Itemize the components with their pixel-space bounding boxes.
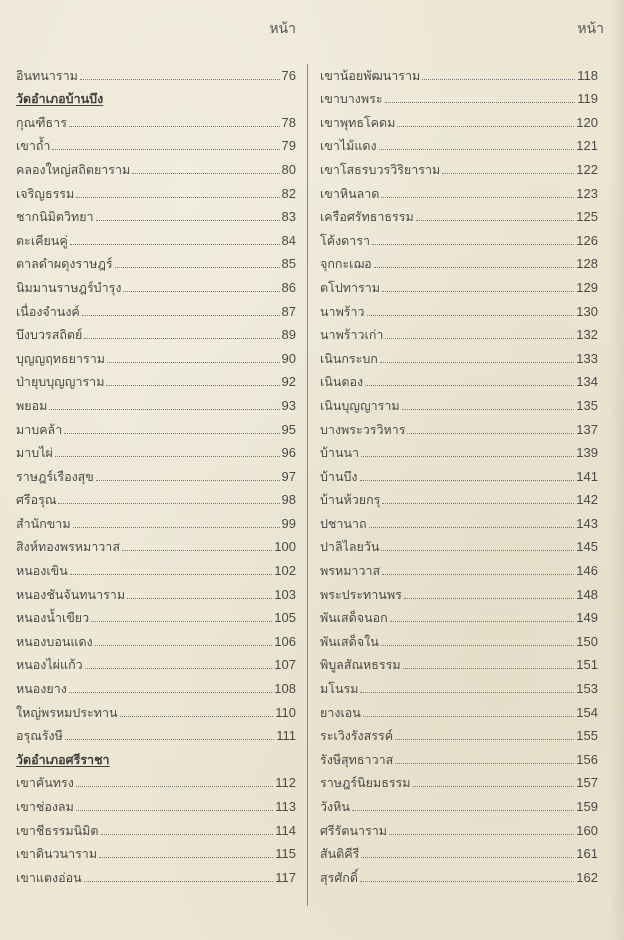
toc-entry [320, 343, 598, 367]
toc-list-left [16, 60, 296, 886]
entry-label: ใหญ่พรหมประทาน [16, 704, 118, 720]
dot-leader [381, 197, 574, 198]
page-number: 151 [576, 657, 598, 673]
toc-entry [320, 438, 598, 462]
toc-entry [16, 697, 296, 721]
dot-leader [380, 362, 574, 363]
page-number: 121 [576, 138, 598, 154]
toc-entry [16, 390, 296, 414]
dot-leader [76, 197, 279, 198]
entry-label: อินทนาราม [16, 67, 78, 83]
entry-label: กุณฑีธาร [16, 114, 67, 130]
toc-entry [320, 154, 598, 178]
entry-label: ตะเคียนคู่ [16, 232, 68, 248]
entry-label: ศรีอรุณ [16, 492, 57, 508]
dot-leader [360, 692, 574, 693]
toc-entry [16, 438, 296, 462]
entry-label: ชากนิมิตวิทยา [16, 209, 94, 225]
entry-label: นาพร้าวเก่า [320, 327, 384, 343]
dot-leader [106, 385, 279, 386]
page-number: 80 [281, 161, 296, 177]
page-number: 98 [281, 492, 296, 508]
toc-entry [320, 532, 598, 556]
page-number: 113 [275, 799, 296, 814]
entry-label: สันติคีรี [320, 846, 360, 862]
page-number: 132 [576, 327, 598, 343]
page-number: 160 [576, 822, 598, 838]
dot-leader [385, 338, 574, 339]
entry-label: หนองเขิน [16, 563, 68, 579]
page-number: 137 [576, 421, 598, 437]
entry-label: วังหิน [320, 799, 350, 814]
entry-label: พรหมาวาส [320, 563, 381, 579]
page-number: 87 [281, 303, 296, 319]
page-number: 117 [275, 869, 296, 885]
page-number: 111 [276, 728, 296, 744]
entry-label: มโนรม [320, 681, 359, 697]
page-number: 149 [576, 610, 598, 626]
toc-entry [320, 225, 598, 249]
toc-entry [16, 721, 296, 745]
entry-label: มาบไผ่ [16, 445, 53, 461]
page-number: 93 [281, 397, 296, 413]
toc-entry [16, 320, 296, 344]
page-number: 123 [576, 185, 598, 201]
dot-leader [69, 126, 280, 127]
toc-entry [320, 508, 598, 532]
entry-label: บ้านนา [320, 445, 360, 461]
dot-leader [70, 574, 273, 575]
dot-leader [132, 173, 279, 174]
toc-entry [16, 673, 296, 697]
dot-leader [82, 315, 280, 316]
toc-entry [320, 390, 598, 414]
page-number: 129 [576, 279, 598, 295]
page-edge-shadow [610, 0, 624, 940]
dot-leader [123, 291, 279, 292]
toc-entry [16, 555, 296, 579]
page-number: 135 [576, 397, 598, 413]
entry-label: ปชานาถ [320, 515, 367, 531]
page-number: 95 [281, 421, 296, 437]
entry-label: เขาถ้ำ [16, 138, 51, 154]
toc-entry [320, 131, 598, 155]
page-number: 84 [281, 232, 296, 248]
dot-leader [107, 362, 280, 363]
page-number: 90 [281, 350, 296, 366]
toc-entry [320, 461, 598, 485]
page-number: 159 [576, 799, 598, 814]
entry-label: สิงห์ทองพรหมาวาส [16, 539, 120, 555]
entry-label: ราษฎร์นิยมธรรม [320, 775, 411, 791]
entry-label: บึงบวรสถิตย์ [16, 327, 83, 343]
entry-label: อรุณรังษี [16, 728, 63, 744]
page-number: 78 [281, 114, 296, 130]
dot-leader [122, 550, 272, 551]
toc-entry [16, 815, 296, 839]
entry-label: พันเสด็จใน [320, 633, 379, 649]
entry-label: มาบคล้า [16, 421, 63, 437]
page-number: 82 [281, 185, 296, 201]
page-number: 128 [576, 256, 598, 272]
entry-label: เจริญธรรม [16, 185, 75, 201]
dot-leader [95, 645, 273, 646]
dot-leader [407, 433, 574, 434]
entry-label: หนองยาง [16, 681, 67, 697]
dot-leader [64, 433, 279, 434]
toc-entry [320, 107, 598, 131]
toc-entry [16, 178, 296, 202]
page-number: 126 [576, 232, 598, 248]
page-number: 143 [576, 515, 598, 531]
entry-label: เขาน้อยพัฒนาราม [320, 67, 421, 83]
dot-leader [76, 810, 273, 811]
entry-label: หนองบอนแดง [16, 633, 93, 649]
page-number: 157 [576, 775, 598, 791]
entry-label: นิมมานราษฎร์บำรุง [16, 279, 122, 295]
page-number: 92 [281, 374, 296, 390]
dot-leader [80, 79, 280, 80]
section-heading [16, 84, 296, 108]
entry-label: ป่ายุบบุญญาราม [16, 374, 105, 390]
page-number: 89 [281, 327, 296, 343]
entry-label: เนินตอง [320, 374, 364, 390]
dot-leader [84, 881, 274, 882]
dot-leader [397, 126, 574, 127]
toc-entry [320, 791, 598, 815]
page-number: 76 [281, 67, 296, 83]
toc-entry [16, 485, 296, 509]
entry-label: ราษฎร์เรืองสุข [16, 468, 94, 484]
dot-leader [361, 456, 574, 457]
entry-label: สำนักขาม [16, 515, 71, 531]
toc-entry [16, 202, 296, 226]
entry-label: พิบูลสัณหธรรม [320, 657, 401, 673]
page-number: 115 [275, 846, 296, 862]
page-number: 133 [576, 350, 598, 366]
page-number: 110 [275, 704, 296, 720]
toc-entry [320, 697, 598, 721]
dot-leader [372, 244, 574, 245]
dot-leader [120, 716, 274, 717]
toc-entry [320, 673, 598, 697]
toc-entry [320, 60, 598, 84]
dot-leader [73, 527, 280, 528]
entry-label: สุรศักดิ์ [320, 869, 358, 885]
dot-leader [404, 598, 575, 599]
page-number: 83 [281, 209, 296, 225]
page-number: 162 [576, 869, 598, 885]
dot-leader [115, 267, 280, 268]
page-number: 156 [576, 751, 598, 767]
toc-entry [320, 414, 598, 438]
page-number: 118 [577, 67, 598, 83]
toc-entry [320, 768, 598, 792]
page-number: 141 [576, 468, 598, 484]
page-number: 154 [576, 704, 598, 720]
dot-leader [442, 173, 574, 174]
entry-label: หนองชันจันทนาราม [16, 586, 126, 602]
section-heading-label: วัดอำเภอบ้านบึง [16, 91, 104, 107]
page-number: 108 [274, 681, 296, 697]
toc-entry [16, 296, 296, 320]
entry-label: เขาคันทรง [16, 775, 74, 791]
entry-label: ยางเอน [320, 704, 361, 720]
toc-entry [16, 414, 296, 438]
section-heading-label: วัดอำเภอศรีราชา [16, 751, 110, 767]
dot-leader [52, 149, 279, 150]
page-number: 134 [576, 374, 598, 390]
page-number: 139 [576, 445, 598, 461]
entry-label: เนินบุญญาราม [320, 397, 400, 413]
page-number: 150 [576, 633, 598, 649]
dot-leader [381, 550, 574, 551]
dot-leader [416, 220, 575, 221]
toc-entry [320, 249, 598, 273]
entry-label: รังษีสุทธาวาส [320, 751, 394, 767]
entry-label: บางพระวรวิหาร [320, 421, 406, 437]
dot-leader [49, 409, 279, 410]
entry-label: ตาลดำผดุงราษฎร์ [16, 256, 113, 272]
dot-leader [76, 786, 273, 787]
dot-leader [363, 716, 575, 717]
toc-entry [16, 154, 296, 178]
entry-label: เขาแตงอ่อน [16, 869, 82, 885]
dot-leader [65, 739, 274, 740]
dot-leader [382, 291, 574, 292]
dot-leader [395, 763, 574, 764]
entry-label: บ้านห้วยกรุ [320, 492, 381, 508]
page-number: 112 [275, 775, 296, 791]
dot-leader [402, 409, 575, 410]
entry-label: เขาหินลาด [320, 185, 380, 201]
entry-label: ระเวิงรังสรรค์ [320, 728, 394, 744]
entry-label: พันเสด็จนอก [320, 610, 388, 626]
page-number: 120 [576, 114, 598, 130]
dot-leader [96, 220, 280, 221]
entry-label: เขาโสธรบวรวิริยาราม [320, 161, 441, 177]
dot-leader [99, 857, 273, 858]
page-number: 103 [274, 586, 296, 602]
page-number: 161 [576, 846, 598, 862]
page-number: 106 [274, 633, 296, 649]
dot-leader [369, 527, 575, 528]
entry-label: บุญญฤทธยาราม [16, 350, 105, 366]
section-heading [16, 744, 296, 768]
page-column-header: หน้า [269, 21, 296, 37]
toc-entry [16, 508, 296, 532]
page-number: 145 [576, 539, 598, 555]
dot-leader [127, 598, 272, 599]
page-number: 96 [281, 445, 296, 461]
entry-label: เครือศรัทธาธรรม [320, 209, 414, 225]
page-number: 130 [576, 303, 598, 319]
toc-entry [16, 862, 296, 886]
entry-label: คลองใหญ่สถิตยาราม [16, 161, 131, 177]
page-number: 105 [274, 610, 296, 626]
toc-entry [16, 107, 296, 131]
page-number: 119 [577, 91, 598, 107]
toc-entry [16, 367, 296, 391]
toc-entry [320, 178, 598, 202]
dot-leader [85, 668, 273, 669]
entry-label: บ้านบึง [320, 468, 358, 484]
toc-entry [16, 768, 296, 792]
entry-label: เขาไม้แดง [320, 138, 377, 154]
page-number: 107 [274, 657, 296, 673]
toc-entry [320, 555, 598, 579]
dot-leader [382, 503, 574, 504]
toc-entry [16, 131, 296, 155]
dot-leader [413, 786, 575, 787]
toc-entry [320, 296, 598, 320]
toc-entry [320, 367, 598, 391]
toc-entry [320, 579, 598, 603]
toc-entry [320, 603, 598, 627]
dot-leader [96, 480, 280, 481]
page-number: 155 [576, 728, 598, 744]
page-number: 85 [281, 256, 296, 272]
toc-list-right [320, 60, 598, 886]
dot-leader [365, 385, 574, 386]
toc-entry [16, 650, 296, 674]
toc-entry [16, 225, 296, 249]
page-number: 97 [281, 468, 296, 484]
page-number: 114 [275, 822, 296, 838]
toc-entry [16, 579, 296, 603]
entry-label: เขาช่องลม [16, 799, 74, 814]
toc-entry [16, 272, 296, 296]
dot-leader [379, 149, 575, 150]
toc-entry [320, 839, 598, 863]
dot-leader [360, 881, 574, 882]
entry-label: ศรีรัตนาราม [320, 822, 388, 838]
toc-entry [16, 60, 296, 84]
toc-entry [320, 320, 598, 344]
entry-label: จุกกะเฌอ [320, 256, 372, 272]
toc-entry [16, 461, 296, 485]
entry-label: นาพร้าว [320, 303, 365, 319]
entry-label: โค้งดารา [320, 232, 371, 248]
page-number: 79 [281, 138, 296, 154]
dot-leader [367, 315, 575, 316]
page-number: 102 [274, 563, 296, 579]
page-number: 153 [576, 681, 598, 697]
entry-label: เขาบางพระ [320, 91, 383, 107]
toc-entry [320, 202, 598, 226]
entry-label: เขาพุทธโคดม [320, 114, 396, 130]
toc-entry [320, 84, 598, 108]
dot-leader [385, 102, 576, 103]
dot-leader [101, 834, 274, 835]
dot-leader [361, 857, 574, 858]
entry-label: หนองไผ่แก้ว [16, 657, 83, 673]
toc-entry [16, 603, 296, 627]
entry-label: เขาดินวนาราม [16, 846, 98, 862]
dot-leader [58, 503, 279, 504]
entry-label: พระประทานพร [320, 586, 402, 602]
toc-entry [16, 791, 296, 815]
entry-label: ตโปทาราม [320, 279, 380, 295]
dot-leader [403, 668, 575, 669]
toc-entry [320, 721, 598, 745]
page-number: 148 [576, 586, 598, 602]
dot-leader [395, 739, 574, 740]
toc-entry [320, 626, 598, 650]
dot-leader [389, 834, 574, 835]
toc-entry [16, 249, 296, 273]
dot-leader [382, 574, 574, 575]
toc-entry [320, 862, 598, 886]
toc-entry [320, 650, 598, 674]
dot-leader [381, 645, 575, 646]
dot-leader [374, 267, 575, 268]
toc-entry [320, 485, 598, 509]
entry-label: ปาลิไลยวัน [320, 539, 380, 555]
entry-label: พยอม [16, 397, 48, 413]
page-number: 86 [281, 279, 296, 295]
dot-leader [91, 621, 272, 622]
dot-leader [390, 621, 575, 622]
column-divider [307, 64, 308, 906]
toc-entry [320, 272, 598, 296]
entry-label: เนินกระบก [320, 350, 378, 366]
page-column-header: หน้า [577, 21, 604, 37]
toc-entry [320, 744, 598, 768]
dot-leader [70, 244, 280, 245]
dot-leader [69, 692, 272, 693]
page-number: 100 [274, 539, 296, 555]
dot-leader [422, 79, 575, 80]
toc-entry [16, 343, 296, 367]
dot-leader [360, 480, 575, 481]
page-number: 125 [576, 209, 598, 225]
entry-label: เขาชีธรรมนิมิต [16, 822, 99, 838]
entry-label: เนื่องจำนงค์ [16, 303, 80, 319]
page-number: 122 [576, 161, 598, 177]
dot-leader [84, 338, 279, 339]
page-number: 146 [576, 563, 598, 579]
dot-leader [352, 810, 574, 811]
page-number: 142 [576, 492, 598, 508]
toc-entry [16, 532, 296, 556]
toc-entry [16, 626, 296, 650]
dot-leader [55, 456, 280, 457]
entry-label: หนองน้ำเขียว [16, 610, 90, 626]
page-number: 99 [281, 515, 296, 531]
toc-entry [320, 815, 598, 839]
toc-entry [16, 839, 296, 863]
